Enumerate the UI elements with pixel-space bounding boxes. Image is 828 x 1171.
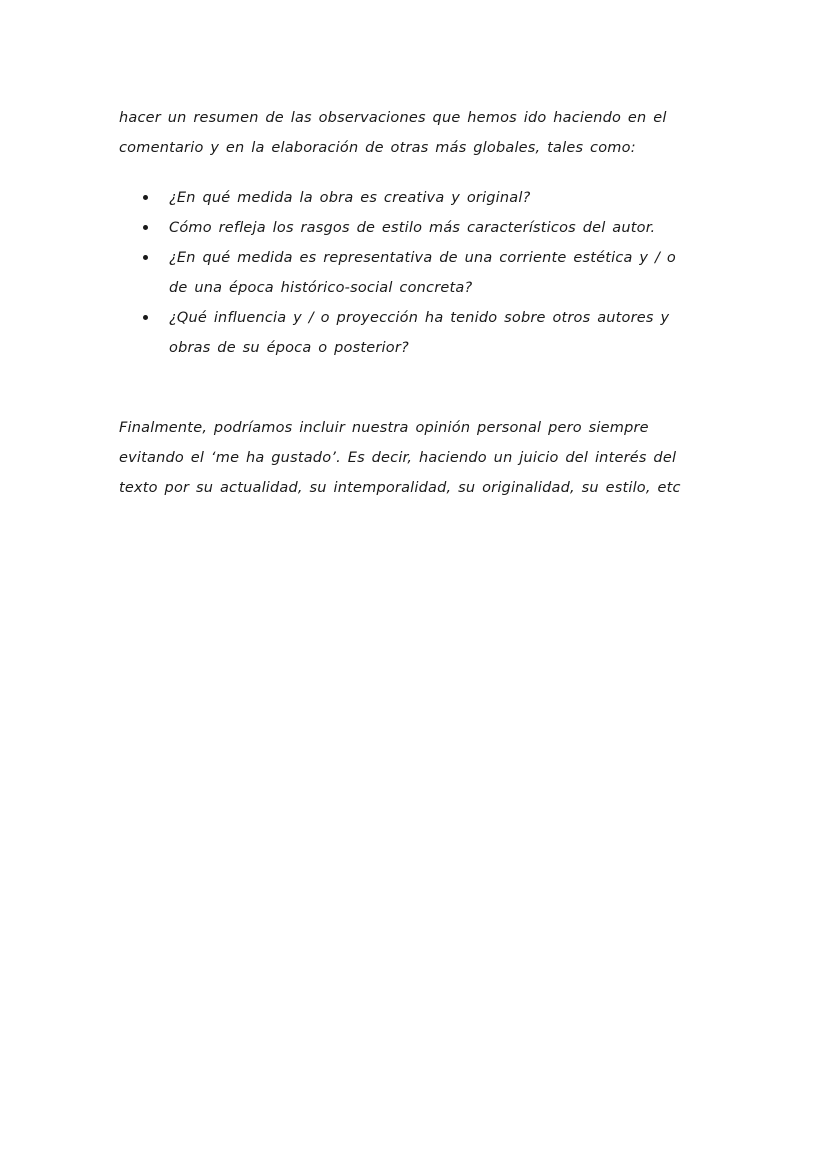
list-item-line: de una época histórico-social concreta?	[169, 280, 473, 296]
list-item-line: Cómo refleja los rasgos de estilo más característicos del autor.	[169, 220, 656, 236]
question-list	[143, 183, 703, 363]
bullet-icon	[143, 195, 148, 200]
bullet-icon	[143, 255, 148, 260]
bullet-icon	[143, 225, 148, 230]
closing-paragraph	[119, 413, 699, 503]
intro-paragraph	[119, 103, 699, 163]
list-item-line: ¿En qué medida es representativa de una corriente estética y / o	[169, 250, 676, 266]
paragraph-line: texto por su actualidad, su intemporalidad, su originalidad, su estilo, etc	[119, 480, 681, 496]
list-item-line: obras de su época o posterior?	[169, 340, 409, 356]
list-item-line: ¿Qué influencia y / o proyección ha tenido sobre otros autores y	[169, 310, 670, 326]
paragraph-line: comentario y en la elaboración de otras más globales, tales como:	[119, 140, 636, 156]
list-item-line: ¿En qué medida la obra es creativa y original?	[169, 190, 531, 206]
list-item	[143, 243, 703, 303]
paragraph-line: hacer un resumen de las observaciones que hemos ido haciendo en el	[119, 110, 667, 126]
paragraph-line: evitando el ‘me ha gustado’. Es decir, haciendo un juicio del interés del	[119, 450, 677, 466]
bullet-icon	[143, 315, 148, 320]
list-item	[143, 183, 703, 213]
paragraph-line: Finalmente, podríamos incluir nuestra opinión personal pero siempre	[119, 420, 649, 436]
list-item	[143, 303, 703, 363]
list-item	[143, 213, 703, 243]
